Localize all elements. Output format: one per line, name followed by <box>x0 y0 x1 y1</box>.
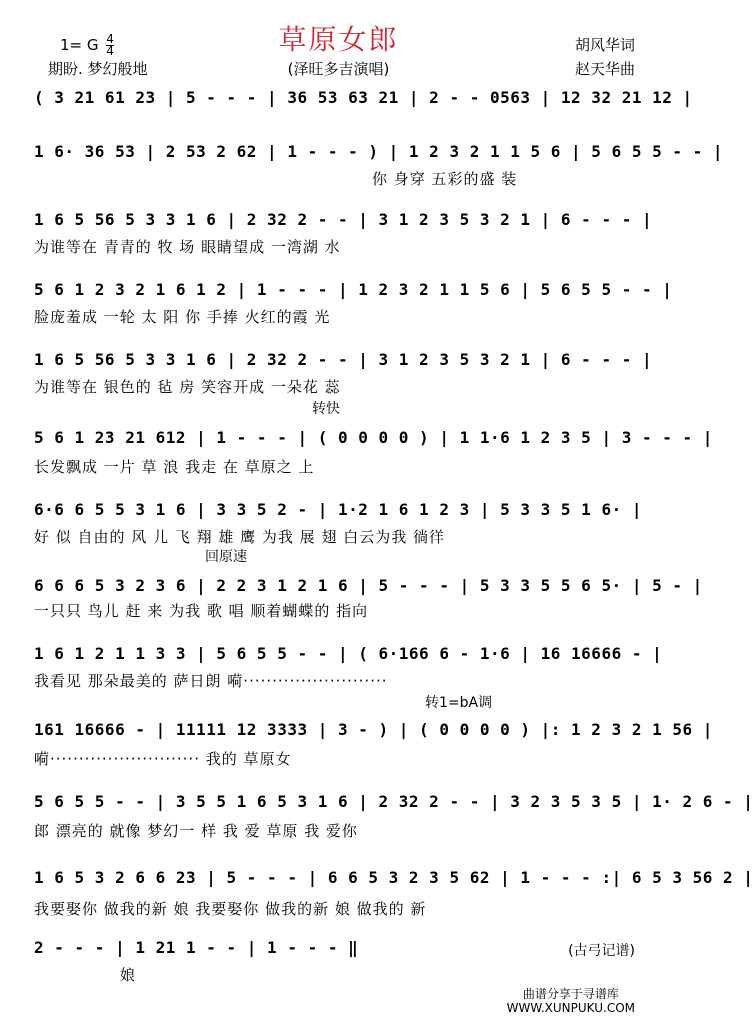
modulation-mark: 转1=bA调 <box>425 695 493 711</box>
score-line-12: 1 6 5 3 2 6 6 23 | 5 - - - | 6 6 5 3 2 3 5 62 | 1 - - - :| 6 5 3 56 2 | <box>34 868 753 887</box>
score-line-1: ( 3 21 61 23 | 5 - - - | 36 53 63 21 | 2 - - 0563 | 12 32 21 12 | <box>34 88 693 107</box>
time-signature <box>106 34 114 57</box>
score-line-10: 161 16666 - | 11111 12 3333 | 3 - ) | ( 0 0 0 0 ) |: 1 2 3 2 1 56 | <box>34 720 713 739</box>
page-title: 草原女郎 <box>278 23 399 56</box>
notation-credit: (古弓记谱) <box>568 943 635 959</box>
lyric-line-12: 我要娶你 做我的新 娘 我要娶你 做我的新 娘 做我的 新 <box>34 900 427 918</box>
tempo-marking: 期盼. 梦幻般地 <box>48 60 148 78</box>
accelerando-mark: 转快 <box>312 401 340 417</box>
share-line-1: 曲谱分享于寻谱库 <box>522 987 619 1001</box>
lyric-line-2: 你 身穿 五彩的盛 装 <box>372 170 518 188</box>
lyric-line-7: 好 似 自由的 风 儿 飞 翔 雄 鹰 为我 展 翅 白云为我 徜徉 <box>34 528 445 546</box>
share-watermark <box>507 987 635 1015</box>
lyric-line-13: 娘 <box>120 966 137 984</box>
time-sig-bottom: 4 <box>106 44 114 58</box>
lyric-line-4: 脸庞羞成 一轮 太 阳 你 手捧 火红的霞 光 <box>34 308 331 326</box>
score-line-11: 5 6 5 5 - - | 3 5 5 1 6 5 3 1 6 | 2 32 2 - - | 3 2 3 5 3 5 | 1· 2 6 - | <box>34 792 753 811</box>
score-line-5: 1 6 5 56 5 3 3 1 6 | 2 32 2 - - | 3 1 2 3 5 3 2 1 | 6 - - - | <box>34 350 653 369</box>
lyric-line-9: 我看见 那朵最美的 萨日朗 嗬························· <box>34 672 388 690</box>
key-signature <box>60 34 114 57</box>
lyric-line-6: 长发飘成 一片 草 浪 我走 在 草原之 上 <box>34 458 315 476</box>
time-sig-top: 4 <box>106 32 114 46</box>
performer-credit: (泽旺多吉演唱) <box>287 60 390 78</box>
share-line-2: WWW.XUNPUKU.COM <box>506 1001 635 1015</box>
score-line-8: 6 6 6 5 3 2 3 6 | 2 2 3 1 2 1 6 | 5 - - - | 5 3 3 5 5 6 5· | 5 - | <box>34 576 703 595</box>
score-line-3: 1 6 5 56 5 3 3 1 6 | 2 32 2 - - | 3 1 2 3 5 3 2 1 | 6 - - - | <box>34 210 653 229</box>
lyric-line-3: 为谁等在 青青的 牧 场 眼睛望成 一湾湖 水 <box>34 238 341 256</box>
score-line-2: 1 6· 36 53 | 2 53 2 62 | 1 - - - ) | 1 2 3 2 1 1 5 6 | 5 6 5 5 - - | <box>34 142 724 161</box>
score-line-9: 1 6 1 2 1 1 3 3 | 5 6 5 5 - - | ( 6·166 6 - 1·6 | 16 16666 - | <box>34 644 663 663</box>
composer-credit: 赵天华曲 <box>574 60 635 78</box>
lyricist-credit: 胡风华词 <box>574 36 635 54</box>
lyric-line-8: 一只只 鸟儿 赶 来 为我 歌 唱 顺着蝴蝶的 指向 <box>34 602 369 620</box>
score-line-13: 2 - - - | 1 21 1 - - | 1 - - - ‖ <box>34 938 359 957</box>
lyric-line-5: 为谁等在 银色的 毡 房 笑容开成 一朵花 蕊 <box>34 378 341 396</box>
lyric-line-10: 嗬·························· 我的 草原女 <box>34 750 292 768</box>
score-line-6: 5 6 1 23 21 612 | 1 - - - | ( 0 0 0 0 ) | 1 1·6 1 2 3 5 | 3 - - - | <box>34 428 713 447</box>
score-line-4: 5 6 1 2 3 2 1 6 1 2 | 1 - - - | 1 2 3 2 1 1 5 6 | 5 6 5 5 - - | <box>34 280 673 299</box>
key-label: 1= G <box>60 36 99 54</box>
score-line-7: 6·6 6 5 5 3 1 6 | 3 3 5 2 - | 1·2 1 6 1 2 3 | 5 3 3 5 1 6· | <box>34 500 642 519</box>
lyric-line-11: 郎 漂亮的 就像 梦幻一 样 我 爱 草原 我 爱你 <box>34 822 358 840</box>
tempo-primo-mark: 回原速 <box>205 549 247 565</box>
